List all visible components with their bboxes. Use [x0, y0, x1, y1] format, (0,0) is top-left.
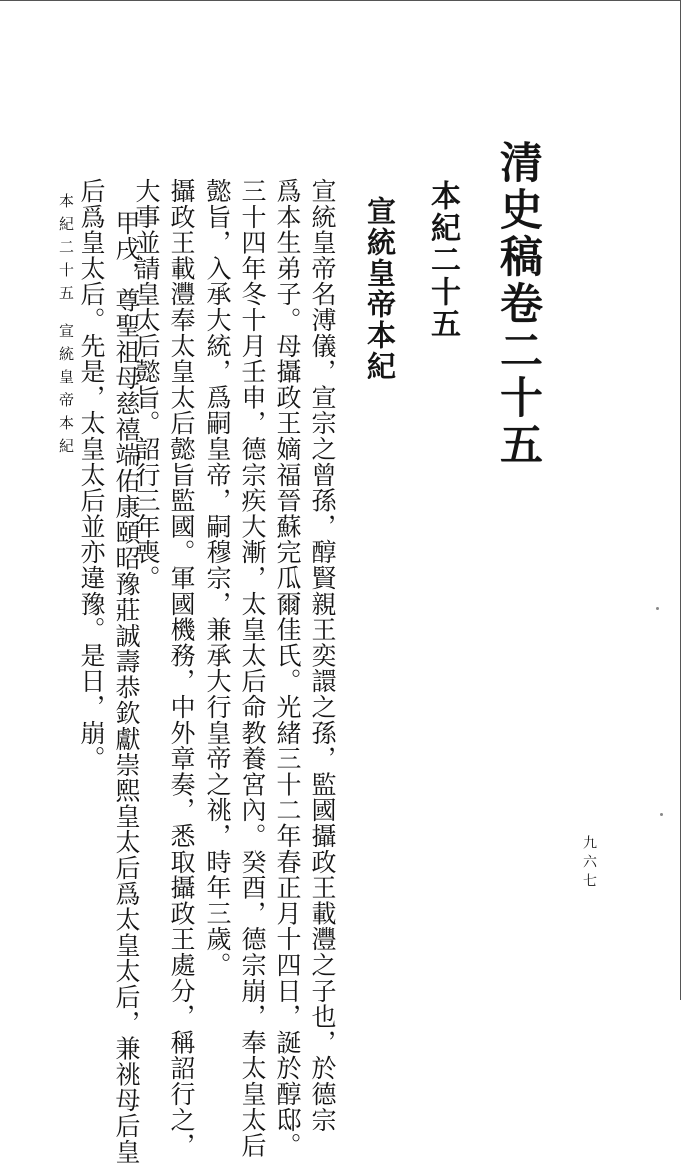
text-column-1: 宣統皇帝名溥儀，宣宗之曾孫，醇賢親王奕譞之孫，監國攝政王載灃之子也，於德宗: [308, 178, 337, 1133]
scan-speck: [660, 813, 663, 816]
section-heading: 宣統皇帝本紀: [363, 196, 397, 382]
text-column-3: 三十四年冬十月壬申，德宗疾大漸，太皇太后命教養宮內。癸酉，德宗崩，奉太皇太后: [238, 178, 267, 1159]
scan-speck: [656, 607, 659, 610]
text-column-5: 攝政王載灃奉太皇太后懿旨監國。軍國機務，中外章奏，悉取攝政王處分，稱詔行之，: [167, 178, 196, 1159]
text-column-6: 大事並請皇太后懿旨。詔行三年喪。: [132, 178, 161, 591]
text-column-7: 甲戌，尊聖祖母慈禧端佑康頤昭豫莊誠壽恭欽獻崇熙皇太后爲太皇太后，兼祧母后皇: [112, 210, 141, 1165]
running-head: 本紀二十五: [57, 193, 75, 308]
book-title: 清史稿卷二十五: [493, 140, 543, 469]
text-column-2: 爲本生弟子。母攝政王嫡福晉蘇完瓜爾佳氏。光緒三十二年春正月十四日，誕於醇邸。: [273, 178, 302, 1159]
page-number: 九六七: [581, 835, 597, 892]
page-top-border: [0, 0, 681, 1]
text-column-4: 懿旨，入承大統，爲嗣皇帝，嗣穆宗，兼承大行皇帝之祧，時年三歲。: [203, 178, 232, 978]
running-subhead: 宣統皇帝本紀: [57, 323, 75, 461]
chapter-heading: 本紀二十五: [425, 180, 460, 340]
text-column-8: 后爲皇太后。先是，太皇太后並亦違豫。是日，崩。: [77, 178, 106, 772]
